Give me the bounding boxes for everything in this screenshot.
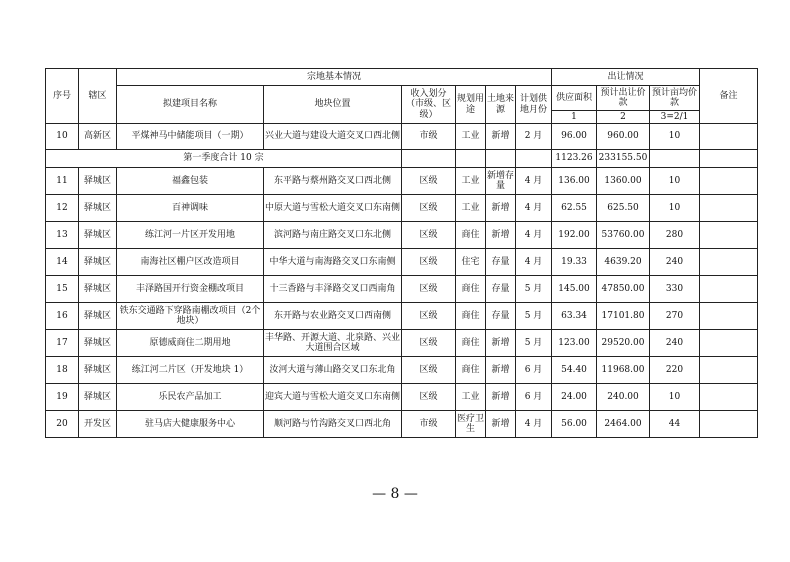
cell-use: 工业	[456, 124, 486, 150]
cell-price: 240.00	[597, 384, 650, 411]
cell-seq: 15	[46, 276, 79, 303]
cell-district: 驿城区	[79, 168, 117, 195]
cell-price: 960.00	[597, 124, 650, 150]
cell-price: 17101.80	[597, 303, 650, 330]
cell-source: 新增	[486, 195, 516, 222]
cell-use: 商住	[456, 276, 486, 303]
cell-revenue: 区级	[402, 222, 456, 249]
cell-revenue: 区级	[402, 357, 456, 384]
cell-unit-price: 10	[650, 124, 700, 150]
table-body	[46, 168, 758, 438]
cell-month: 4 月	[516, 222, 552, 249]
cell-source: 存量	[486, 303, 516, 330]
land-supply-table	[45, 68, 758, 438]
cell-use: 工业	[456, 384, 486, 411]
cell-price: 47850.00	[597, 276, 650, 303]
cell-note	[700, 411, 758, 438]
cell-source: 新增	[486, 357, 516, 384]
cell-unit-price: 270	[650, 303, 700, 330]
cell-source: 存量	[486, 249, 516, 276]
table-row	[46, 124, 758, 150]
cell-revenue: 区级	[402, 168, 456, 195]
cell-month: 5 月	[516, 276, 552, 303]
cell-area: 62.55	[552, 195, 597, 222]
cell-project: 练江河一片区开发用地	[117, 222, 264, 249]
header-source: 土地来源	[486, 86, 516, 124]
cell-seq: 19	[46, 384, 79, 411]
header-revenue: 收入划分（市级、区级）	[402, 86, 456, 124]
header-price: 预计出让价款	[597, 86, 650, 111]
cell-source: 新增	[486, 411, 516, 438]
cell-location: 中华大道与南海路交叉口东南侧	[264, 249, 402, 276]
header-unit-index: 3=2/1	[650, 111, 700, 124]
cell-location: 顺河路与竹沟路交叉口西北角	[264, 411, 402, 438]
cell-unit-price: 220	[650, 357, 700, 384]
cell-revenue: 区级	[402, 384, 456, 411]
cell-note	[700, 249, 758, 276]
cell-source: 存量	[486, 276, 516, 303]
cell-month: 6 月	[516, 357, 552, 384]
cell-area: 56.00	[552, 411, 597, 438]
cell-seq: 18	[46, 357, 79, 384]
cell-month: 6 月	[516, 384, 552, 411]
header-note: 备注	[700, 69, 758, 124]
cell-area: 24.00	[552, 384, 597, 411]
cell-price: 29520.00	[597, 330, 650, 357]
cell-revenue: 市级	[402, 411, 456, 438]
subtotal-empty	[402, 150, 456, 168]
cell-note	[700, 168, 758, 195]
cell-source: 新增存量	[486, 168, 516, 195]
cell-revenue: 区级	[402, 276, 456, 303]
subtotal-label: 第一季度合计 10 宗	[46, 150, 402, 168]
cell-note	[700, 384, 758, 411]
subtotal-price: 233155.50	[597, 150, 650, 168]
header-unit-price: 预计亩均价款	[650, 86, 700, 111]
table-row	[46, 384, 758, 411]
cell-area: 19.33	[552, 249, 597, 276]
cell-note	[700, 276, 758, 303]
cell-source: 新增	[486, 124, 516, 150]
header-price-index: 2	[597, 111, 650, 124]
cell-project: 平煤神马中储能项目（一期）	[117, 124, 264, 150]
cell-price: 2464.00	[597, 411, 650, 438]
table-row	[46, 357, 758, 384]
header-district: 辖区	[79, 69, 117, 124]
cell-district: 驿城区	[79, 276, 117, 303]
table-row	[46, 330, 758, 357]
cell-area: 136.00	[552, 168, 597, 195]
cell-district: 驿城区	[79, 195, 117, 222]
cell-seq: 10	[46, 124, 79, 150]
cell-project: 原德威商住二期用地	[117, 330, 264, 357]
cell-note	[700, 330, 758, 357]
header-transfer-info: 出让情况	[552, 69, 700, 86]
cell-project: 铁东交通路下穿路南棚改项目（2个地块）	[117, 303, 264, 330]
cell-price: 53760.00	[597, 222, 650, 249]
cell-month: 4 月	[516, 195, 552, 222]
header-use: 规划用途	[456, 86, 486, 124]
header-basic-info: 宗地基本情况	[117, 69, 552, 86]
page-number: — 8 —	[372, 486, 418, 502]
cell-area: 96.00	[552, 124, 597, 150]
cell-use: 商住	[456, 303, 486, 330]
cell-note	[700, 195, 758, 222]
cell-use: 商住	[456, 330, 486, 357]
cell-note	[700, 222, 758, 249]
cell-price: 625.50	[597, 195, 650, 222]
header-area: 供应面积	[552, 86, 597, 111]
header-project: 拟建项目名称	[117, 86, 264, 124]
cell-location: 兴业大道与建设大道交叉口西北侧	[264, 124, 402, 150]
cell-seq: 20	[46, 411, 79, 438]
cell-unit-price: 330	[650, 276, 700, 303]
subtotal-empty	[456, 150, 486, 168]
subtotal-empty	[486, 150, 516, 168]
cell-area: 63.34	[552, 303, 597, 330]
cell-unit-price: 240	[650, 330, 700, 357]
cell-month: 4 月	[516, 249, 552, 276]
cell-seq: 16	[46, 303, 79, 330]
cell-location: 丰华路、开源大道、北泉路、兴业大道围合区域	[264, 330, 402, 357]
cell-revenue: 区级	[402, 303, 456, 330]
cell-project: 驻马店大健康服务中心	[117, 411, 264, 438]
cell-use: 住宅	[456, 249, 486, 276]
cell-price: 1360.00	[597, 168, 650, 195]
cell-district: 开发区	[79, 411, 117, 438]
cell-month: 2 月	[516, 124, 552, 150]
table-row	[46, 195, 758, 222]
header-seq: 序号	[46, 69, 79, 124]
cell-project: 乐民农产品加工	[117, 384, 264, 411]
subtotal-empty	[700, 150, 758, 168]
cell-revenue: 市级	[402, 124, 456, 150]
cell-seq: 14	[46, 249, 79, 276]
subtotal-empty	[516, 150, 552, 168]
cell-unit-price: 10	[650, 168, 700, 195]
cell-seq: 12	[46, 195, 79, 222]
cell-price: 11968.00	[597, 357, 650, 384]
cell-district: 驿城区	[79, 303, 117, 330]
cell-note	[700, 303, 758, 330]
cell-revenue: 区级	[402, 195, 456, 222]
cell-location: 十三香路与丰泽路交叉口西南角	[264, 276, 402, 303]
cell-revenue: 区级	[402, 249, 456, 276]
cell-district: 驿城区	[79, 384, 117, 411]
cell-month: 4 月	[516, 411, 552, 438]
header-area-index: 1	[552, 111, 597, 124]
cell-unit-price: 10	[650, 195, 700, 222]
cell-location: 东开路与农业路交叉口西南侧	[264, 303, 402, 330]
cell-district: 高新区	[79, 124, 117, 150]
cell-project: 百神调味	[117, 195, 264, 222]
cell-location: 迎宾大道与雪松大道交叉口东南侧	[264, 384, 402, 411]
cell-project: 丰泽路国开行资金棚改项目	[117, 276, 264, 303]
table-row	[46, 303, 758, 330]
cell-area: 192.00	[552, 222, 597, 249]
cell-note	[700, 124, 758, 150]
cell-district: 驿城区	[79, 249, 117, 276]
cell-location: 中原大道与雪松大道交叉口东南侧	[264, 195, 402, 222]
cell-seq: 17	[46, 330, 79, 357]
cell-area: 145.00	[552, 276, 597, 303]
cell-source: 新增	[486, 384, 516, 411]
cell-revenue: 区级	[402, 330, 456, 357]
cell-month: 5 月	[516, 303, 552, 330]
cell-location: 汝河大道与薄山路交叉口东北角	[264, 357, 402, 384]
table-row	[46, 276, 758, 303]
cell-seq: 13	[46, 222, 79, 249]
cell-source: 新增	[486, 222, 516, 249]
table-row	[46, 249, 758, 276]
cell-use: 医疗卫生	[456, 411, 486, 438]
header-location: 地块位置	[264, 86, 402, 124]
table-row	[46, 222, 758, 249]
cell-area: 123.00	[552, 330, 597, 357]
cell-month: 4 月	[516, 168, 552, 195]
cell-project: 福鑫包装	[117, 168, 264, 195]
cell-project: 南海社区棚户区改造项目	[117, 249, 264, 276]
cell-unit-price: 280	[650, 222, 700, 249]
cell-use: 工业	[456, 168, 486, 195]
cell-seq: 11	[46, 168, 79, 195]
subtotal-empty	[650, 150, 700, 168]
subtotal-area: 1123.26	[552, 150, 597, 168]
cell-month: 5 月	[516, 330, 552, 357]
cell-location: 东平路与蔡州路交叉口西北侧	[264, 168, 402, 195]
table-row	[46, 168, 758, 195]
subtotal-row	[46, 150, 758, 168]
header-month: 计划供地月份	[516, 86, 552, 124]
cell-district: 驿城区	[79, 330, 117, 357]
cell-note	[700, 357, 758, 384]
cell-unit-price: 44	[650, 411, 700, 438]
cell-use: 商住	[456, 222, 486, 249]
table-row	[46, 411, 758, 438]
cell-location: 滨河路与南庄路交叉口东北侧	[264, 222, 402, 249]
cell-district: 驿城区	[79, 357, 117, 384]
cell-area: 54.40	[552, 357, 597, 384]
cell-use: 商住	[456, 357, 486, 384]
cell-price: 4639.20	[597, 249, 650, 276]
cell-unit-price: 10	[650, 384, 700, 411]
cell-source: 新增	[486, 330, 516, 357]
cell-project: 练江河二片区（开发地块 1）	[117, 357, 264, 384]
cell-use: 工业	[456, 195, 486, 222]
cell-unit-price: 240	[650, 249, 700, 276]
cell-district: 驿城区	[79, 222, 117, 249]
